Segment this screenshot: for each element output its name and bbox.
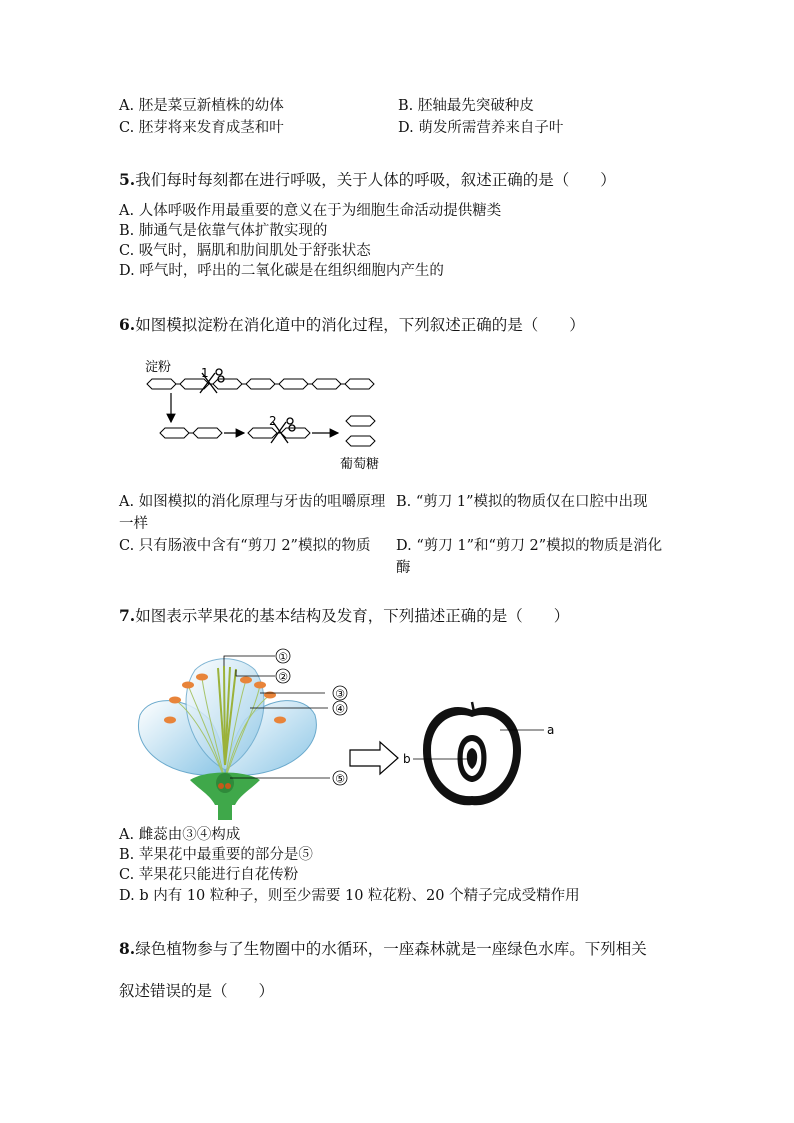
q5-option-c: C. 吸气时，膈肌和肋间肌处于舒张状态 (119, 243, 371, 259)
q8-stem-line1: 绿色植物参与了生物圈中的水循环，一座森林就是一座绿色水库。下列相关 (135, 940, 647, 958)
q6-number: 6. (119, 315, 136, 334)
q6-option-a: A. 如图模拟的消化原理与牙齿的咀嚼原理一样 (119, 494, 386, 532)
q8-number: 8. (119, 939, 136, 958)
glucose-unit (279, 379, 308, 389)
q6-option-d: D. “剪刀 1”和“剪刀 2”模拟的物质是消化酶 (396, 538, 663, 576)
q7-number: 7. (119, 606, 136, 625)
scissor-2-label: 2 (269, 414, 277, 428)
label-a: a (547, 723, 555, 737)
ovary (216, 773, 234, 793)
q7-option-d: D. b 内有 10 粒种子，则至少需要 10 粒花粉、20 个精子完成受精作用 (119, 888, 580, 904)
scissor-1-label: 1 (201, 366, 209, 380)
q7-stem-text: 如图表示苹果花的基本结构及发育，下列描述正确的是（ ） (135, 607, 570, 625)
q8-stem-line2: 叙述错误的是（ ） (119, 982, 275, 1000)
apple-section (423, 702, 521, 805)
glucose-unit (213, 379, 242, 389)
glucose-unit (281, 428, 310, 438)
starch-chain (147, 379, 374, 389)
label-3: ③ (335, 687, 345, 701)
glucose-label: 葡萄糖 (340, 457, 380, 472)
q6-stem-text: 如图模拟淀粉在消化道中的消化过程，下列叙述正确的是（ ） (135, 316, 585, 334)
q5-option-b: B. 肺通气是依靠气体扩散实现的 (119, 223, 328, 239)
q5-stem-text: 我们每时每刻都在进行呼吸，关于人体的呼吸，叙述正确的是（ ） (135, 171, 616, 189)
glucose-unit (346, 436, 375, 446)
starch-digestion-figure (140, 355, 400, 475)
q4-option-c: C. 胚芽将来发育成茎和叶 (119, 120, 284, 136)
q5-option-a: A. 人体呼吸作用最重要的意义在于为细胞生命活动提供糖类 (119, 203, 502, 219)
flower-stem (218, 800, 232, 820)
glucose-unit (193, 428, 222, 438)
q7-option-c: C. 苹果花只能进行自花传粉 (119, 867, 299, 883)
glucose-unit (160, 428, 189, 438)
glucose-unit (246, 379, 275, 389)
glucose-unit (345, 379, 374, 389)
glucose-unit (346, 416, 375, 426)
q5-option-d: D. 呼气时，呼出的二氧化碳是在组织细胞内产生的 (119, 263, 444, 279)
label-5: ⑤ (335, 772, 345, 786)
label-b: b (403, 752, 411, 766)
apple-flower-figure (130, 640, 570, 820)
label-2: ② (278, 670, 288, 684)
starch-label: 淀粉 (145, 360, 172, 375)
q5-number: 5. (119, 170, 136, 189)
q4-option-d: D. 萌发所需营养来自子叶 (398, 120, 564, 136)
q7-option-b: B. 苹果花中最重要的部分是⑤ (119, 847, 313, 863)
q6-option-b: B. “剪刀 1”模拟的物质仅在口腔中出现 (396, 494, 648, 510)
q8-stem (119, 938, 647, 960)
q7-stem (119, 605, 569, 627)
glucose-molecules (346, 416, 375, 446)
glucose-unit (312, 379, 341, 389)
q7-option-a: A. 雌蕊由③④构成 (119, 827, 241, 843)
q5-stem (119, 169, 616, 191)
q4-option-b: B. 胚轴最先突破种皮 (398, 98, 534, 114)
label-1: ① (278, 650, 288, 664)
glucose-unit (147, 379, 176, 389)
q6-option-c: C. 只有肠液中含有“剪刀 2”模拟的物质 (119, 538, 371, 554)
q6-stem (119, 314, 585, 336)
q4-option-a: A. 胚是菜豆新植株的幼体 (119, 98, 284, 114)
label-4: ④ (335, 702, 345, 716)
glucose-unit (248, 428, 277, 438)
maltose-chain (160, 428, 222, 438)
develop-arrow-icon (350, 742, 398, 774)
